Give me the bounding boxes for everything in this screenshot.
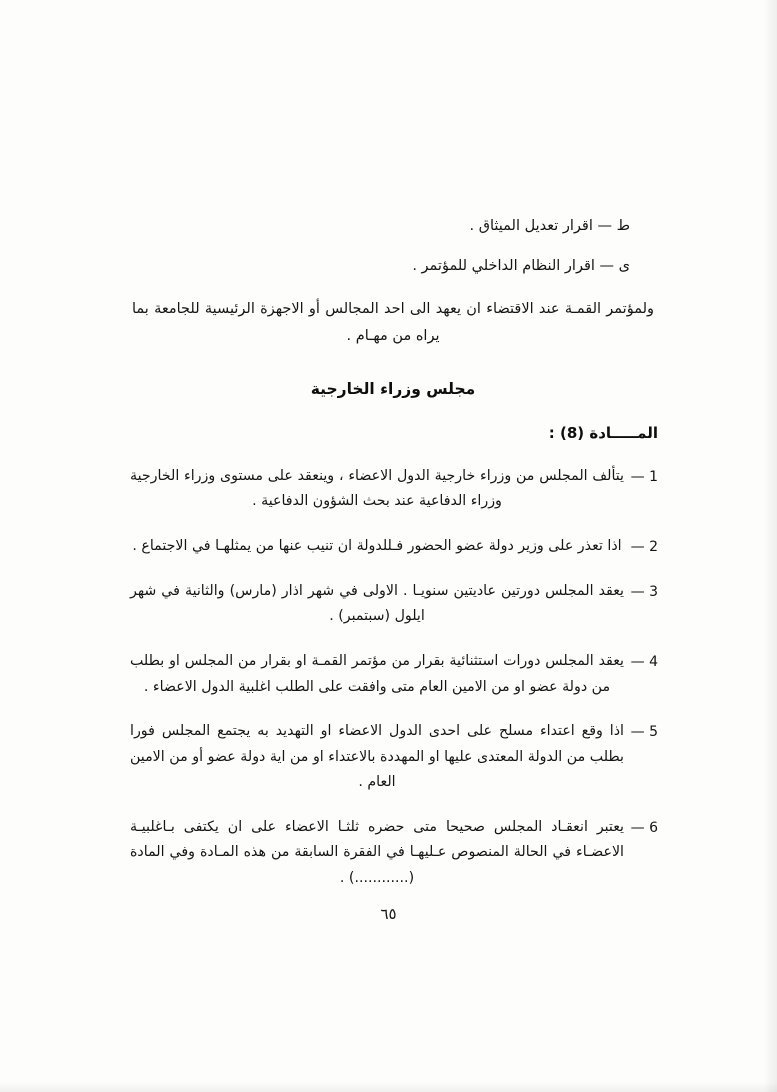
lead-item-ya: ى — اقرار النظام الداخلي للمؤتمر .	[412, 258, 630, 275]
clause-text: يتألف المجلس من وزراء خارجية الدول الاعضاء ، وينعقد على مستوى وزراء الخارجية وزراء الدفاعية عند بحث الشؤون الدفاعية .	[130, 467, 624, 510]
list-item	[128, 464, 658, 515]
clause-text: يعتبر انعقـاد المجلس صحيحا متى حضره ثلثـا الاعضاء على ان يكتفى بـاغلبيـة الاعضـاء في الحالة المنصوص عـليهـا في الفقرة السابقة من هذه المـادة وفي المادة (............) .	[130, 818, 624, 886]
clause-text: اذا وقع اعتداء مسلح على احدى الدول الاعضاء او التهديد به يجتمع المجلس فورا بطلب من الدولة المعتدى عليها او المهددة بالاعتداء او من اية دولة عضو أو من الامين العام .	[130, 723, 624, 791]
page-number: ٦٥	[380, 905, 397, 923]
clause-number: 3 —	[630, 583, 658, 600]
list-item	[128, 649, 658, 700]
clause-number: 4 —	[630, 654, 658, 670]
page-edge-shadow	[763, 0, 777, 1092]
clause-text: اذا تعذر على وزير دولة عضو الحضور فـللدولة ان تنيب عنها من يمثلهـا في الاجتماع .	[132, 537, 622, 554]
list-item	[128, 815, 658, 892]
clause-number: 2 —	[630, 538, 658, 555]
document-body	[128, 215, 658, 911]
list-item	[128, 719, 658, 796]
page-bottom-shadow	[0, 1082, 777, 1092]
clause-number: 5 —	[630, 724, 658, 741]
clause-text: يعقد المجلس دورات استثنائية بقرار من مؤتمر القمـة او بقرار من المجلس او بطلب من دولة عضو او من الامين العام متى وافقت على الطلب اغلبية الدول الاعضاء .	[130, 653, 624, 695]
clause-text: يعقد المجلس دورتين عاديتين سنويـا . الاولى في شهر اذار (مارس) والثانية في شهر ايلول (سبتمبر) .	[130, 582, 624, 625]
clause-number: 6 —	[630, 819, 658, 836]
clause-number: 1 —	[630, 468, 658, 485]
lead-paragraph: ولمؤتمر القمـة عند الاقتضاء ان يعهد الى احد المجالس أو الاجهزة الرئيسية للجامعة بما يراه من مهـام .	[132, 300, 654, 344]
section-heading: مجلس وزراء الخارجية	[310, 379, 476, 398]
list-item	[128, 534, 658, 560]
clause-list	[128, 464, 658, 892]
article-label: المـــــادة (8) :	[548, 423, 658, 442]
list-item	[128, 579, 658, 630]
lead-item-ta: ط — اقرار تعديل الميثاق .	[469, 218, 630, 234]
